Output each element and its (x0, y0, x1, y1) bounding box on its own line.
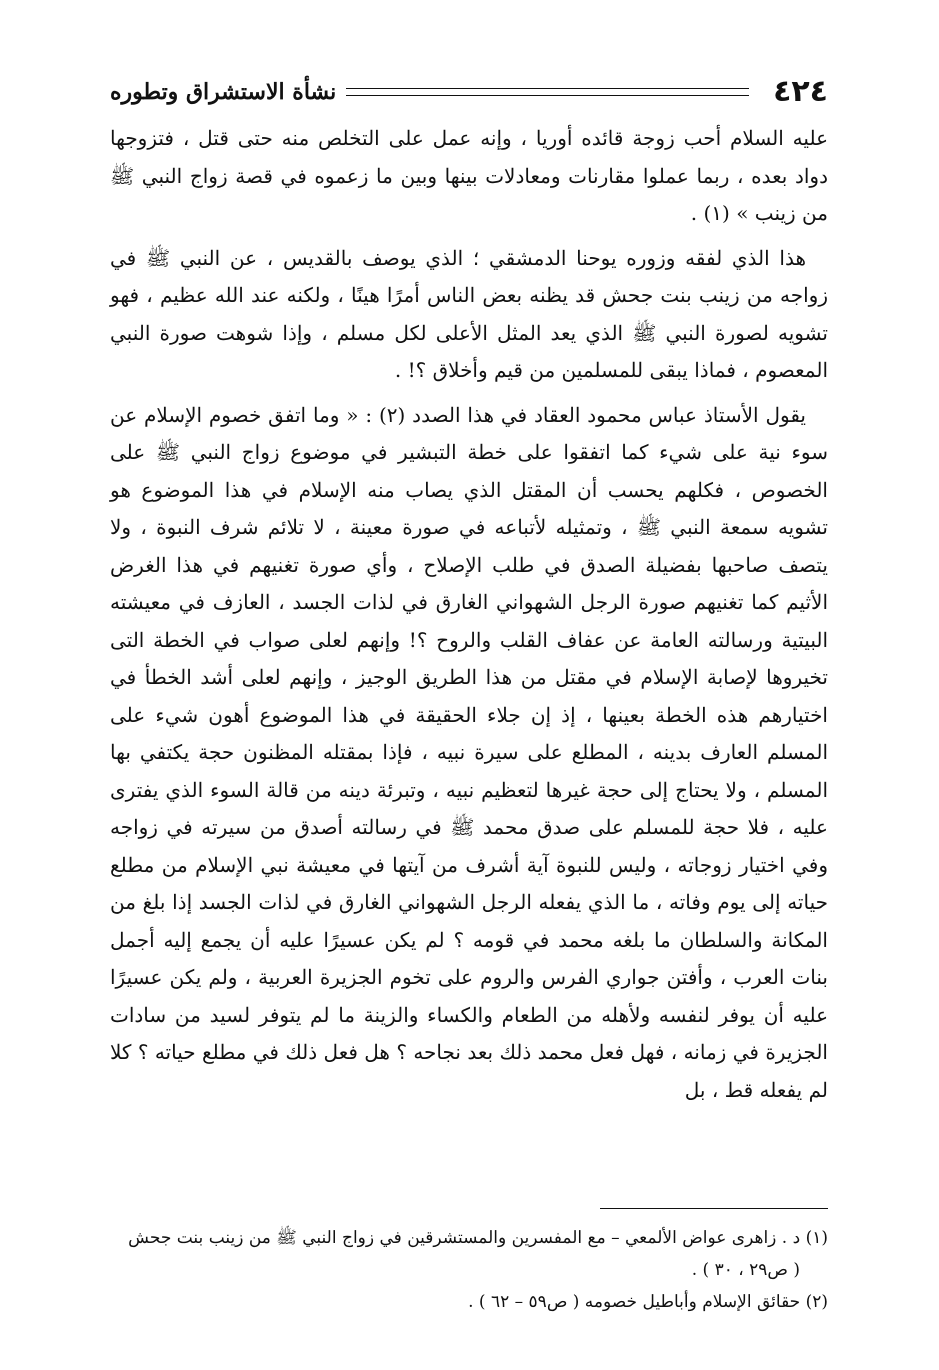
footnotes (110, 1222, 828, 1318)
body-text (110, 120, 828, 1109)
page-header (110, 70, 828, 114)
footnote-1-continued: ( ص٢٩ ، ٣٠ ) . (691, 1260, 800, 1280)
paragraph: يقول الأستاذ عباس محمود العقاد في هذا الصدد (٢) : « وما اتفق خصوم الإسلام عن سوء نية على شيء كما اتفقوا على خطة التبشير في موضوع زواج النبي ﷺ على الخصوص ، فكلهم يحسب أن المقتل الذي يصاب منه الإسلام في هذا الموضوع هو تشويه سمعة النبي ﷺ ، وتمثيله لأتباعه في صورة معينة ، لا تلائم شرف النبوة ، ولا يتصف صاحبها بفضيلة الصدق في طلب الإصلاح ، وأي صورة تغنيهم في هذا الغرض الأثيم كما تغنيهم صورة الرجل الشهواني الغارق في لذات الجسد ، العازف في معيشته البيتية ورسالته العامة عن عفاف القلب والروح ؟! وإنهم لعلى صواب في الخطة التى تخيروها لإصابة الإسلام في مقتل من هذا الطريق الوجيز ، وإنهم لعلى أشد الخطأ في اختيارهم هذه الخطة بعينها ، إذ إن جلاء الحقيقة في هذا الموضوع أهون شيء على المسلم العارف بدينه ، المطلع على سيرة نبيه ، فإذا بمقتله المظنون حجة يكتفي بها المسلم ، ولا يحتاج إلى حجة غيرها لتعظيم نبيه ، وتبرئة دينه من قالة السوء الذي يفترى عليه ، فلا حجة للمسلم على صدق محمد ﷺ في رسالته أصدق من سيرته في زواجه وفي اختيار زوجاته ، وليس للنبوة آية أشرف من آيتها في معيشة نبي الإسلام من مطلع حياته إلى يوم وفاته ، ما الذي يفعله الرجل الشهواني الغارق في لذات الجسد إذا بلغ من المكانة والسلطان ما بلغه محمد في قومه ؟ لم يكن عسيرًا عليه أن يجمع إليه أجمل بنات العرب ، وأفتن جواري الفرس والروم على تخوم الجزيرة العربية ، ولم يكن عسيرًا عليه أن يوفر لنفسه ولأهله من الطعام والكساء والزينة ما لم يتوفر لسيد من سادات الجزيرة في زمانه ، فهل فعل محمد ذلك بعد نجاحه ؟ هل فعل ذلك في مطلع حياته ؟ كلا لم يفعله قط ، بل (110, 402, 828, 1102)
footnote-separator (600, 1208, 828, 1209)
paragraph: هذا الذي لفقه وزوره يوحنا الدمشقي ؛ الذي يوصف بالقديس ، عن النبي ﷺ في زواجه من زينب بنت جحش قد يظنه بعض الناس أمرًا هينًا ، ولكنه عند الله عظيم ، فهو تشويه لصورة النبي ﷺ الذي يعد المثل الأعلى لكل مسلم ، وإذا شوهت صورة النبي المعصوم ، فماذا يبقى للمسلمين من قيم وأخلاق ؟! . (110, 245, 828, 382)
footnote-1: (١) د . زاهرى عواض الألمعي – مع المفسرين والمستشرقين في زواج النبي ﷺ من زينب بنت جحش (128, 1228, 828, 1248)
page-number: ٤٢٤ (773, 74, 828, 109)
running-title: نشأة الاستشراق وتطوره (110, 79, 337, 105)
header-rule (346, 88, 749, 96)
paragraph: عليه السلام أحب زوجة قائده أوريا ، وإنه عمل على التخلص منه حتى قتل ، فتزوجها دواد بعده ، ربما عملوا مقارنات ومعادلات بينها وبين ما زعموه في قصة زواج النبي ﷺ من زينب » (١) . (110, 126, 828, 225)
footnote-2: (٢) حقائق الإسلام وأباطيل خصومه ( ص٥٩ – ٦٢ ) . (468, 1292, 828, 1312)
